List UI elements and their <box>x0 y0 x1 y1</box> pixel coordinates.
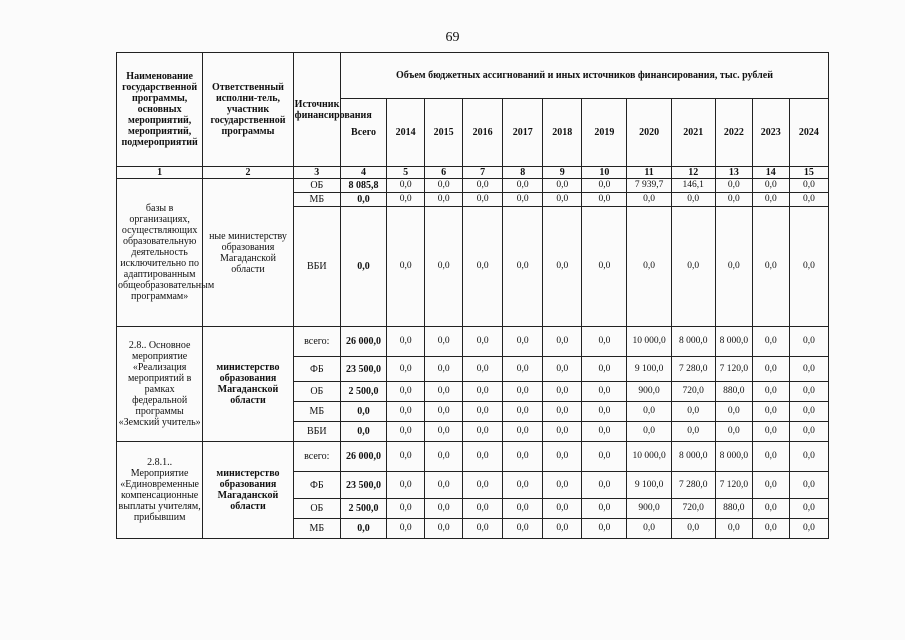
value-cell: 0,0 <box>715 193 752 207</box>
total-cell: 0,0 <box>340 422 386 442</box>
header-year-2015: 2015 <box>425 99 463 167</box>
value-cell: 0,0 <box>463 422 503 442</box>
value-cell: 0,0 <box>627 193 671 207</box>
value-cell: 7 280,0 <box>671 472 715 499</box>
value-cell: 0,0 <box>543 519 582 539</box>
value-cell: 0,0 <box>582 179 627 193</box>
total-cell: 0,0 <box>340 207 386 327</box>
value-cell: 0,0 <box>387 519 425 539</box>
value-cell: 0,0 <box>582 207 627 327</box>
value-cell: 0,0 <box>582 519 627 539</box>
column-number: 7 <box>463 167 503 179</box>
total-cell: 8 085,8 <box>340 179 386 193</box>
value-cell: 0,0 <box>425 499 463 519</box>
value-cell: 10 000,0 <box>627 327 671 357</box>
total-cell: 0,0 <box>340 402 386 422</box>
value-cell: 720,0 <box>671 382 715 402</box>
value-cell: 0,0 <box>627 519 671 539</box>
value-cell: 0,0 <box>503 179 543 193</box>
value-cell: 0,0 <box>503 193 543 207</box>
value-cell: 0,0 <box>671 422 715 442</box>
source-cell: всего: <box>293 442 340 472</box>
value-cell: 7 939,7 <box>627 179 671 193</box>
source-cell: всего: <box>293 327 340 357</box>
value-cell: 0,0 <box>463 327 503 357</box>
value-cell: 0,0 <box>503 382 543 402</box>
total-cell: 23 500,0 <box>340 472 386 499</box>
program-name-cell: 2.8.. Основное мероприятие «Реализация мероприятий в рамках федеральной программы «Земский учитель» <box>117 327 203 442</box>
value-cell: 0,0 <box>425 519 463 539</box>
value-cell: 0,0 <box>503 402 543 422</box>
value-cell: 8 000,0 <box>715 442 752 472</box>
value-cell: 0,0 <box>582 382 627 402</box>
value-cell: 0,0 <box>752 327 789 357</box>
header-year-2024: 2024 <box>789 99 828 167</box>
value-cell: 900,0 <box>627 382 671 402</box>
value-cell: 0,0 <box>425 472 463 499</box>
column-number: 5 <box>387 167 425 179</box>
value-cell: 0,0 <box>387 193 425 207</box>
value-cell: 0,0 <box>715 422 752 442</box>
value-cell: 0,0 <box>582 499 627 519</box>
value-cell: 0,0 <box>463 402 503 422</box>
table-header <box>117 53 829 179</box>
value-cell: 0,0 <box>543 402 582 422</box>
value-cell: 0,0 <box>752 193 789 207</box>
value-cell: 0,0 <box>463 472 503 499</box>
value-cell: 0,0 <box>752 382 789 402</box>
header-year-2021: 2021 <box>671 99 715 167</box>
value-cell: 0,0 <box>463 519 503 539</box>
value-cell: 0,0 <box>789 193 828 207</box>
value-cell: 7 120,0 <box>715 472 752 499</box>
value-cell: 0,0 <box>715 402 752 422</box>
source-cell: ОБ <box>293 179 340 193</box>
value-cell: 0,0 <box>463 193 503 207</box>
value-cell: 880,0 <box>715 499 752 519</box>
value-cell: 0,0 <box>503 327 543 357</box>
value-cell: 0,0 <box>582 442 627 472</box>
page-number: 69 <box>445 30 460 45</box>
column-number: 2 <box>203 167 293 179</box>
value-cell: 0,0 <box>582 193 627 207</box>
value-cell: 0,0 <box>387 357 425 382</box>
value-cell: 10 000,0 <box>627 442 671 472</box>
column-number: 15 <box>789 167 828 179</box>
value-cell: 0,0 <box>543 357 582 382</box>
value-cell: 0,0 <box>789 357 828 382</box>
value-cell: 0,0 <box>425 179 463 193</box>
header-total: Всего <box>340 99 386 167</box>
source-cell: ВБИ <box>293 422 340 442</box>
responsible-cell: министерство образования Магаданской области <box>203 442 293 539</box>
value-cell: 146,1 <box>671 179 715 193</box>
total-cell: 2 500,0 <box>340 499 386 519</box>
table-row <box>117 327 829 357</box>
column-number: 12 <box>671 167 715 179</box>
value-cell: 7 120,0 <box>715 357 752 382</box>
value-cell: 0,0 <box>425 357 463 382</box>
value-cell: 0,0 <box>503 472 543 499</box>
value-cell: 0,0 <box>715 179 752 193</box>
value-cell: 0,0 <box>387 327 425 357</box>
value-cell: 0,0 <box>543 327 582 357</box>
value-cell: 0,0 <box>425 193 463 207</box>
value-cell: 0,0 <box>752 357 789 382</box>
header-program-name: Наименование государственной программы, основных мероприятий, мероприятий, подмероприятий <box>117 53 203 167</box>
value-cell: 0,0 <box>425 382 463 402</box>
value-cell: 0,0 <box>463 442 503 472</box>
value-cell: 0,0 <box>627 207 671 327</box>
value-cell: 0,0 <box>387 422 425 442</box>
source-cell: МБ <box>293 193 340 207</box>
header-year-2022: 2022 <box>715 99 752 167</box>
value-cell: 0,0 <box>463 499 503 519</box>
program-name-cell: 2.8.1.. Мероприятие «Единовременные компенсационные выплаты учителям, прибывшим <box>117 442 203 539</box>
value-cell: 9 100,0 <box>627 357 671 382</box>
value-cell: 0,0 <box>463 207 503 327</box>
value-cell: 0,0 <box>425 422 463 442</box>
value-cell: 0,0 <box>752 519 789 539</box>
value-cell: 0,0 <box>789 422 828 442</box>
header-year-2019: 2019 <box>582 99 627 167</box>
value-cell: 0,0 <box>752 207 789 327</box>
value-cell: 0,0 <box>582 327 627 357</box>
value-cell: 0,0 <box>671 402 715 422</box>
value-cell: 900,0 <box>627 499 671 519</box>
total-cell: 23 500,0 <box>340 357 386 382</box>
value-cell: 0,0 <box>503 499 543 519</box>
value-cell: 9 100,0 <box>627 472 671 499</box>
value-cell: 0,0 <box>387 442 425 472</box>
value-cell: 0,0 <box>387 179 425 193</box>
total-cell: 0,0 <box>340 193 386 207</box>
value-cell: 0,0 <box>627 402 671 422</box>
program-name-cell: базы в организациях, осуществляющих образовательную деятельность исключительно по адаптированным общеобразовательным программам» <box>117 179 203 327</box>
responsible-cell: министерство образования Магаданской области <box>203 327 293 442</box>
value-cell: 0,0 <box>425 327 463 357</box>
value-cell: 0,0 <box>503 422 543 442</box>
header-year-2016: 2016 <box>463 99 503 167</box>
source-cell: МБ <box>293 402 340 422</box>
header-year-2014: 2014 <box>387 99 425 167</box>
total-cell: 26 000,0 <box>340 327 386 357</box>
value-cell: 0,0 <box>503 357 543 382</box>
value-cell: 8 000,0 <box>671 442 715 472</box>
column-number: 4 <box>340 167 386 179</box>
value-cell: 0,0 <box>463 179 503 193</box>
value-cell: 0,0 <box>543 382 582 402</box>
header-year-2017: 2017 <box>503 99 543 167</box>
table-row <box>117 179 829 193</box>
value-cell: 0,0 <box>503 519 543 539</box>
value-cell: 0,0 <box>789 499 828 519</box>
column-number: 9 <box>543 167 582 179</box>
total-cell: 0,0 <box>340 519 386 539</box>
header-responsible: Ответственный исполни-тель, участник государственной программы <box>203 53 293 167</box>
header-funding-volume: Объем бюджетных ассигнований и иных источников финансирования, тыс. рублей <box>340 53 828 99</box>
value-cell: 0,0 <box>789 402 828 422</box>
value-cell: 8 000,0 <box>715 327 752 357</box>
value-cell: 0,0 <box>671 207 715 327</box>
column-number: 10 <box>582 167 627 179</box>
value-cell: 0,0 <box>387 472 425 499</box>
value-cell: 0,0 <box>543 422 582 442</box>
source-cell: ОБ <box>293 382 340 402</box>
column-number: 14 <box>752 167 789 179</box>
value-cell: 0,0 <box>582 402 627 422</box>
value-cell: 0,0 <box>463 382 503 402</box>
value-cell: 8 000,0 <box>671 327 715 357</box>
value-cell: 0,0 <box>543 472 582 499</box>
header-year-2020: 2020 <box>627 99 671 167</box>
value-cell: 0,0 <box>789 519 828 539</box>
source-cell: ВБИ <box>293 207 340 327</box>
value-cell: 0,0 <box>671 519 715 539</box>
column-number: 13 <box>715 167 752 179</box>
source-cell: МБ <box>293 519 340 539</box>
value-cell: 0,0 <box>752 179 789 193</box>
table-row <box>117 442 829 472</box>
value-cell: 0,0 <box>789 472 828 499</box>
value-cell: 0,0 <box>752 402 789 422</box>
value-cell: 0,0 <box>752 472 789 499</box>
value-cell: 0,0 <box>543 193 582 207</box>
value-cell: 0,0 <box>425 442 463 472</box>
value-cell: 7 280,0 <box>671 357 715 382</box>
value-cell: 0,0 <box>582 422 627 442</box>
value-cell: 0,0 <box>789 442 828 472</box>
value-cell: 0,0 <box>715 519 752 539</box>
value-cell: 0,0 <box>789 327 828 357</box>
column-number: 6 <box>425 167 463 179</box>
value-cell: 0,0 <box>789 179 828 193</box>
value-cell: 720,0 <box>671 499 715 519</box>
column-number: 8 <box>503 167 543 179</box>
value-cell: 0,0 <box>425 402 463 422</box>
value-cell: 0,0 <box>582 357 627 382</box>
header-year-2018: 2018 <box>543 99 582 167</box>
column-number: 1 <box>117 167 203 179</box>
source-cell: ОБ <box>293 499 340 519</box>
value-cell: 880,0 <box>715 382 752 402</box>
value-cell: 0,0 <box>425 207 463 327</box>
value-cell: 0,0 <box>752 422 789 442</box>
value-cell: 0,0 <box>715 207 752 327</box>
header-source: Источник финансирования <box>293 53 340 167</box>
column-number: 3 <box>293 167 340 179</box>
value-cell: 0,0 <box>582 472 627 499</box>
value-cell: 0,0 <box>543 499 582 519</box>
source-cell: ФБ <box>293 357 340 382</box>
total-cell: 2 500,0 <box>340 382 386 402</box>
value-cell: 0,0 <box>387 402 425 422</box>
value-cell: 0,0 <box>503 207 543 327</box>
value-cell: 0,0 <box>543 442 582 472</box>
column-number: 11 <box>627 167 671 179</box>
value-cell: 0,0 <box>503 442 543 472</box>
value-cell: 0,0 <box>671 193 715 207</box>
header-year-2023: 2023 <box>752 99 789 167</box>
value-cell: 0,0 <box>789 382 828 402</box>
value-cell: 0,0 <box>387 382 425 402</box>
value-cell: 0,0 <box>752 442 789 472</box>
value-cell: 0,0 <box>543 179 582 193</box>
budget-table <box>116 52 829 539</box>
source-cell: ФБ <box>293 472 340 499</box>
value-cell: 0,0 <box>752 499 789 519</box>
value-cell: 0,0 <box>387 499 425 519</box>
total-cell: 26 000,0 <box>340 442 386 472</box>
value-cell: 0,0 <box>789 207 828 327</box>
responsible-cell: ные министерству образования Магаданской области <box>203 179 293 327</box>
value-cell: 0,0 <box>463 357 503 382</box>
value-cell: 0,0 <box>627 422 671 442</box>
value-cell: 0,0 <box>543 207 582 327</box>
value-cell: 0,0 <box>387 207 425 327</box>
